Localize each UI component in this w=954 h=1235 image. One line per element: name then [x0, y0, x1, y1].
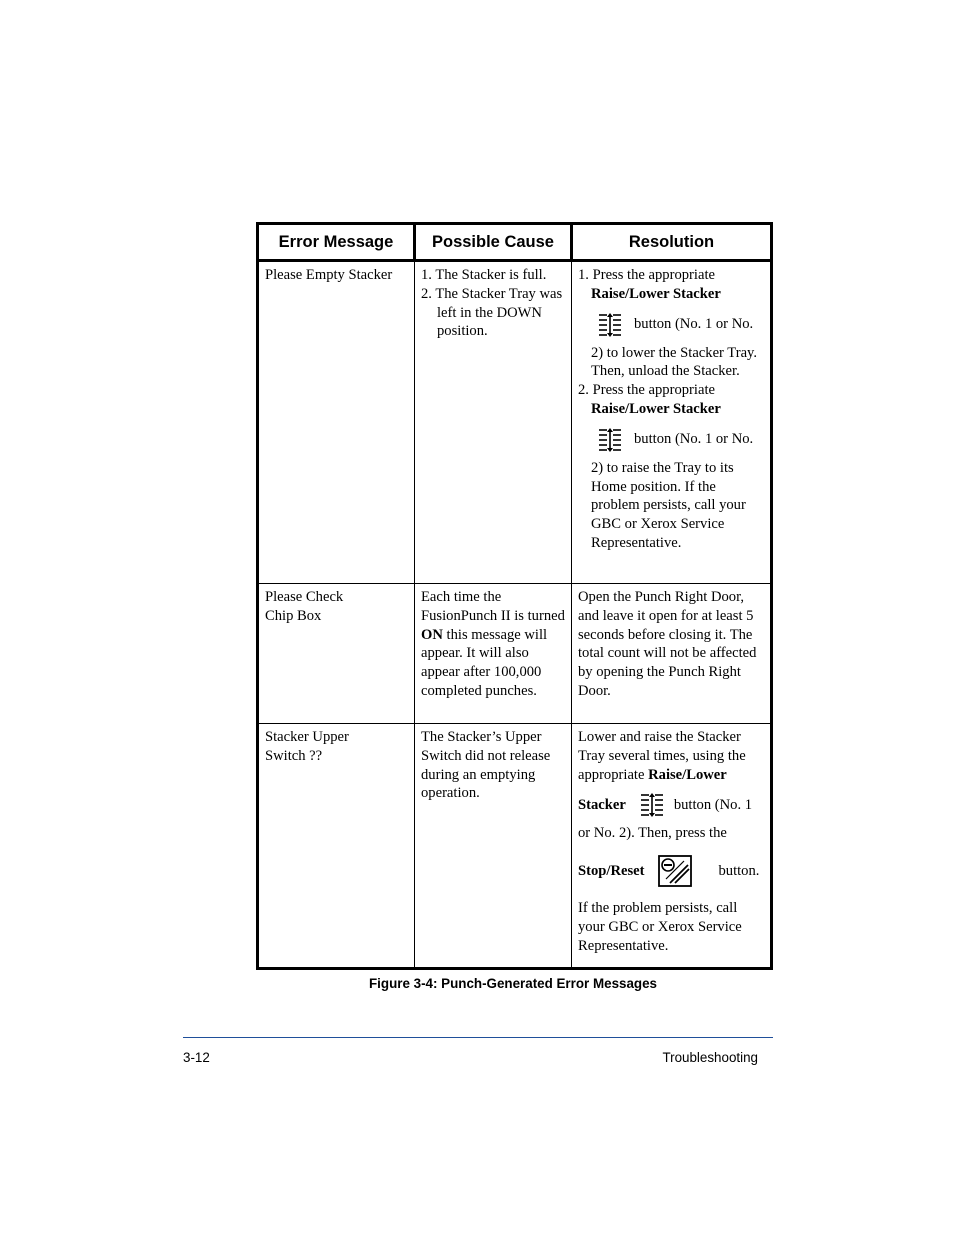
raise-lower-stacker-icon — [598, 427, 622, 453]
list-item: 1. The Stacker is full. — [421, 267, 547, 283]
error-message-cell: Stacker Upper Switch ?? — [258, 724, 415, 969]
table-row — [258, 584, 772, 724]
header-possible-cause: Possible Cause — [415, 224, 572, 261]
resolution-cell: Lower and raise the Stacker Tray several times, using the appropriate Raise/Lower Stacker button (No. 1 or No. 2). Then, press the Stop/Reset button. If the problem persists, call your GBC or Xerox Service Representative. — [572, 724, 772, 969]
error-message-cell: Please Check Chip Box — [258, 584, 415, 724]
possible-cause-cell: The Stacker’s Upper Switch did not release during an emptying operation. — [415, 724, 572, 969]
raise-lower-stacker-icon — [598, 312, 622, 338]
table-row — [258, 724, 772, 969]
table-row — [258, 261, 772, 584]
raise-lower-stacker-icon — [640, 792, 664, 818]
error-message-table — [256, 222, 773, 970]
section-name: Troubleshooting — [662, 1050, 758, 1065]
list-item: 2. The Stacker Tray was left in the DOWN position. — [421, 285, 563, 340]
footer-divider — [183, 1037, 773, 1038]
error-message-cell: Please Empty Stacker — [258, 261, 415, 584]
page-number: 3-12 — [183, 1050, 210, 1065]
possible-cause-cell — [415, 261, 572, 584]
resolution-cell: 1. Press the appropriate Raise/Lower Stacker button (No. 1 or No. 2) to lower the Stacker Tray. Then, unload the Stacker. 2. Press the appropriate Raise/Lower Stacker button (No. 1 or No. 2) to raise the Tray to its Home position. If the problem persists, call your GBC or Xerox Service Representative. — [572, 261, 772, 584]
resolution-cell: Open the Punch Right Door, and leave it open for at least 5 seconds before closing it. The total count will not be affected by opening the Punch Right Door. — [572, 584, 772, 724]
header-resolution: Resolution — [572, 224, 772, 261]
stop-reset-icon — [658, 855, 692, 887]
header-error-message: Error Message — [258, 224, 415, 261]
figure-caption: Figure 3-4: Punch-Generated Error Messages — [369, 976, 657, 991]
possible-cause-cell: Each time the FusionPunch II is turned ON this message will appear. It will also appear after 100,000 completed punches. — [415, 584, 572, 724]
